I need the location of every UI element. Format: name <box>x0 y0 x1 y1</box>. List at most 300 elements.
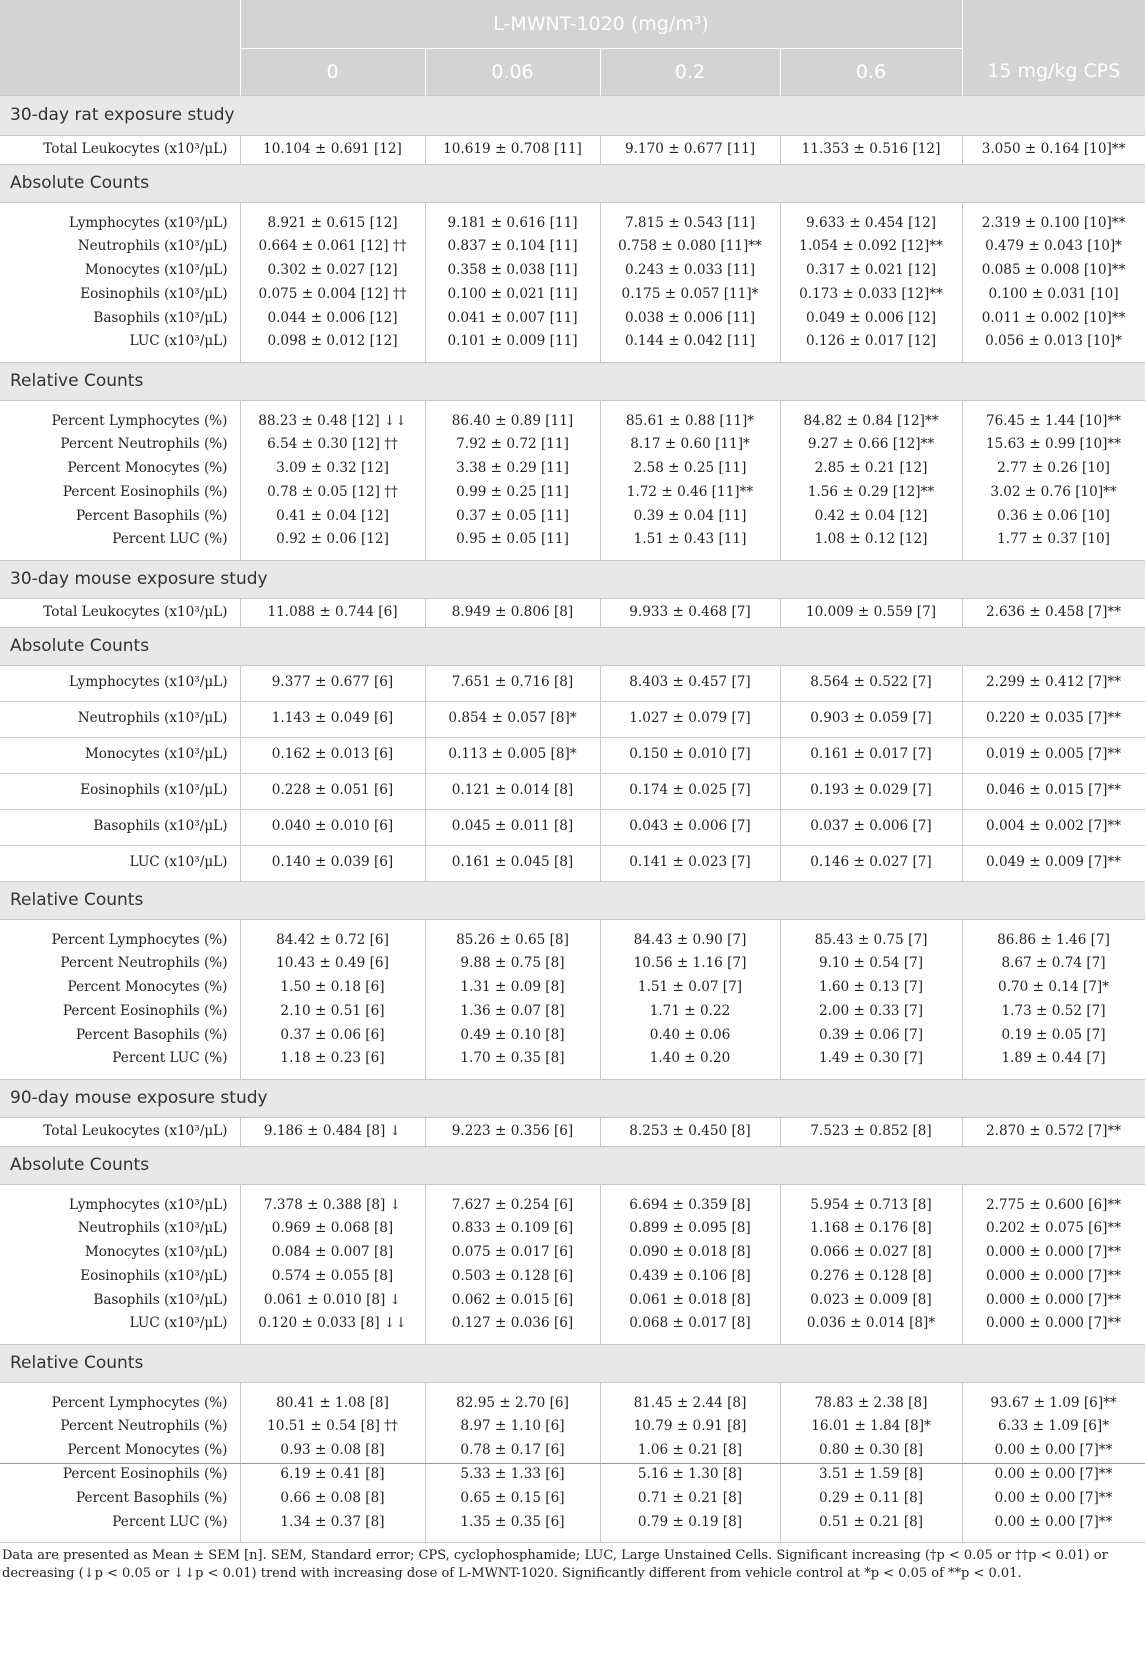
table-row <box>0 845 1145 881</box>
table-cell: 85.26 ± 0.65 [8] <box>425 919 600 952</box>
table-cell: 9.223 ± 0.356 [6] <box>425 1117 600 1146</box>
table-cell: 2.636 ± 0.458 [7]** <box>962 598 1145 627</box>
table-cell: 0.043 ± 0.006 [7] <box>600 809 780 845</box>
row-label: Percent Neutrophils (%) <box>60 955 228 972</box>
table-cell: 0.228 ± 0.051 [6] <box>240 773 425 809</box>
row-label: Lymphocytes (x10³/μL) <box>68 1196 228 1213</box>
table-row <box>0 1241 1145 1265</box>
table-cell: 0.049 ± 0.006 [12] <box>780 307 962 331</box>
table-cell: 0.068 ± 0.017 [8] <box>600 1313 780 1344</box>
table-cell: 1.60 ± 0.13 [7] <box>780 976 962 1000</box>
table-row <box>0 331 1145 362</box>
table-cell: 0.004 ± 0.002 [7]** <box>962 809 1145 845</box>
row-label: Total Leukocytes (x10³/μL) <box>0 1117 240 1146</box>
row-label: Percent Eosinophils (%) <box>62 1003 228 1020</box>
table-cell: 0.011 ± 0.002 [10]** <box>962 307 1145 331</box>
table-cell: 0.574 ± 0.055 [8] <box>240 1265 425 1289</box>
table-cell: 0.39 ± 0.06 [7] <box>780 1024 962 1048</box>
table-cell: 3.51 ± 1.59 [8] <box>780 1463 962 1487</box>
row-label: Total Leukocytes (x10³/μL) <box>0 598 240 627</box>
table-cell: 0.061 ± 0.010 [8] ↓ <box>240 1289 425 1313</box>
row-label: Percent Neutrophils (%) <box>60 436 228 453</box>
table-cell: 1.77 ± 0.37 [10] <box>962 529 1145 560</box>
table-cell: 2.870 ± 0.572 [7]** <box>962 1117 1145 1146</box>
section-header <box>0 1344 1145 1382</box>
table-cell: 2.85 ± 0.21 [12] <box>780 457 962 481</box>
table-cell: 80.41 ± 1.08 [8] <box>240 1382 425 1415</box>
table-cell: 0.317 ± 0.021 [12] <box>780 259 962 283</box>
section-title: Absolute Counts <box>0 164 1145 202</box>
table-cell: 0.202 ± 0.075 [6]** <box>962 1217 1145 1241</box>
table-cell: 8.921 ± 0.615 [12] <box>240 202 425 235</box>
table-cell: 10.009 ± 0.559 [7] <box>780 598 962 627</box>
table-cell: 0.084 ± 0.007 [8] <box>240 1241 425 1265</box>
table-cell: 10.619 ± 0.708 [11] <box>425 135 600 164</box>
table-row <box>0 1463 1145 1487</box>
table-cell: 0.085 ± 0.008 [10]** <box>962 259 1145 283</box>
section-title: 90-day mouse exposure study <box>0 1079 1145 1117</box>
table-cell: 1.06 ± 0.21 [8] <box>600 1439 780 1463</box>
table-cell: 0.144 ± 0.042 [11] <box>600 331 780 362</box>
table-cell: 0.37 ± 0.06 [6] <box>240 1024 425 1048</box>
table-cell: 10.104 ± 0.691 [12] <box>240 135 425 164</box>
table-cell: 11.088 ± 0.744 [6] <box>240 598 425 627</box>
table-cell: 0.040 ± 0.010 [6] <box>240 809 425 845</box>
table-cell: 0.80 ± 0.30 [8] <box>780 1439 962 1463</box>
section-header <box>0 1079 1145 1117</box>
table-cell: 0.00 ± 0.00 [7]** <box>962 1487 1145 1511</box>
section-header <box>0 560 1145 598</box>
row-label: Percent Lymphocytes (%) <box>51 931 228 948</box>
row-label: Percent LUC (%) <box>112 1513 228 1530</box>
table-cell: 1.054 ± 0.092 [12]** <box>780 235 962 259</box>
table-cell: 0.969 ± 0.068 [8] <box>240 1217 425 1241</box>
table-cell: 2.77 ± 0.26 [10] <box>962 457 1145 481</box>
table-cell: 1.40 ± 0.20 <box>600 1048 780 1079</box>
row-label: Eosinophils (x10³/μL) <box>0 773 240 809</box>
table-cell: 85.61 ± 0.88 [11]* <box>600 400 780 433</box>
table-cell: 78.83 ± 2.38 [8] <box>780 1382 962 1415</box>
table-row <box>0 1313 1145 1344</box>
section-title: 30-day mouse exposure study <box>0 560 1145 598</box>
table-cell: 0.100 ± 0.031 [10] <box>962 283 1145 307</box>
row-label: Basophils (x10³/μL) <box>0 809 240 845</box>
table-cell: 1.70 ± 0.35 [8] <box>425 1048 600 1079</box>
table-cell: 5.16 ± 1.30 [8] <box>600 1463 780 1487</box>
row-label: LUC (x10³/μL) <box>0 845 240 881</box>
table-cell: 0.036 ± 0.014 [8]* <box>780 1313 962 1344</box>
dose-header-0.2: 0.2 <box>600 48 780 95</box>
table-cell: 0.113 ± 0.005 [8]* <box>425 737 600 773</box>
table-cell: 0.41 ± 0.04 [12] <box>240 505 425 529</box>
table-cell: 0.062 ± 0.015 [6] <box>425 1289 600 1313</box>
row-label: Percent LUC (%) <box>112 1050 228 1067</box>
table-cell: 0.038 ± 0.006 [11] <box>600 307 780 331</box>
row-label: Lymphocytes (x10³/μL) <box>68 214 228 231</box>
table-cell: 1.71 ± 0.22 <box>600 1000 780 1024</box>
table-cell: 8.564 ± 0.522 [7] <box>780 665 962 701</box>
table-cell: 0.161 ± 0.017 [7] <box>780 737 962 773</box>
table-cell: 1.50 ± 0.18 [6] <box>240 976 425 1000</box>
table-cell: 9.186 ± 0.484 [8] ↓ <box>240 1117 425 1146</box>
table-cell: 84.82 ± 0.84 [12]** <box>780 400 962 433</box>
table-cell: 15.63 ± 0.99 [10]** <box>962 433 1145 457</box>
table-cell: 0.175 ± 0.057 [11]* <box>600 283 780 307</box>
table-cell: 0.000 ± 0.000 [7]** <box>962 1313 1145 1344</box>
table-cell: 3.09 ± 0.32 [12] <box>240 457 425 481</box>
table-cell: 0.00 ± 0.00 [7]** <box>962 1463 1145 1487</box>
row-label: Percent Basophils (%) <box>75 1490 228 1507</box>
table-cell: 1.36 ± 0.07 [8] <box>425 1000 600 1024</box>
table-cell: 10.43 ± 0.49 [6] <box>240 952 425 976</box>
cps-header: 15 mg/kg CPS <box>962 48 1145 95</box>
table-cell: 0.854 ± 0.057 [8]* <box>425 701 600 737</box>
table-cell: 0.041 ± 0.007 [11] <box>425 307 600 331</box>
table-cell: 0.99 ± 0.25 [11] <box>425 481 600 505</box>
table-cell: 1.34 ± 0.37 [8] <box>240 1511 425 1542</box>
table-cell: 0.479 ± 0.043 [10]* <box>962 235 1145 259</box>
table-cell: 0.51 ± 0.21 [8] <box>780 1511 962 1542</box>
table-cell: 0.40 ± 0.06 <box>600 1024 780 1048</box>
table-cell: 7.378 ± 0.388 [8] ↓ <box>240 1184 425 1217</box>
table-cell: 10.51 ± 0.54 [8] †† <box>240 1415 425 1439</box>
table-cell: 0.098 ± 0.012 [12] <box>240 331 425 362</box>
table-cell: 7.651 ± 0.716 [8] <box>425 665 600 701</box>
table-cell: 0.78 ± 0.17 [6] <box>425 1439 600 1463</box>
row-label: Monocytes (x10³/μL) <box>0 737 240 773</box>
section-header <box>0 881 1145 919</box>
table-cell: 16.01 ± 1.84 [8]* <box>780 1415 962 1439</box>
row-label: Percent Basophils (%) <box>75 1027 228 1044</box>
table-row <box>0 529 1145 560</box>
table-cell: 82.95 ± 2.70 [6] <box>425 1382 600 1415</box>
table-cell: 0.045 ± 0.011 [8] <box>425 809 600 845</box>
table-cell: 5.954 ± 0.713 [8] <box>780 1184 962 1217</box>
table-row <box>0 481 1145 505</box>
table-cell: 8.17 ± 0.60 [11]* <box>600 433 780 457</box>
table-cell: 84.43 ± 0.90 [7] <box>600 919 780 952</box>
table-cell: 9.10 ± 0.54 [7] <box>780 952 962 976</box>
table-cell: 0.075 ± 0.004 [12] †† <box>240 283 425 307</box>
table-cell: 1.08 ± 0.12 [12] <box>780 529 962 560</box>
table-cell: 0.161 ± 0.045 [8] <box>425 845 600 881</box>
row-label: Neutrophils (x10³/μL) <box>77 1220 228 1237</box>
row-label: Basophils (x10³/μL) <box>93 310 228 327</box>
table-row <box>0 919 1145 952</box>
table-cell: 0.19 ± 0.05 [7] <box>962 1024 1145 1048</box>
table-footnote: Data are presented as Mean ± SEM [n]. SEM, Standard error; CPS, cyclophosphamide; LUC, Large Unstained Cells. Significant increasing (†p < 0.05 or ††p < 0.01) or decreasing (↓p < 0.05 or ↓↓p < 0.01) trend with increasing dose of L-MWNT-1020. Significantly different from vehicle control at *p < 0.05 of **p < 0.01. <box>0 1542 1145 1583</box>
table-cell: 0.100 ± 0.021 [11] <box>425 283 600 307</box>
row-label: Percent LUC (%) <box>112 531 228 548</box>
table-cell: 0.65 ± 0.15 [6] <box>425 1487 600 1511</box>
table-cell: 0.193 ± 0.029 [7] <box>780 773 962 809</box>
table-row <box>0 433 1145 457</box>
table-cell: 6.33 ± 1.09 [6]* <box>962 1415 1145 1439</box>
table-row <box>0 665 1145 701</box>
table-cell: 0.00 ± 0.00 [7]** <box>962 1511 1145 1542</box>
table-cell: 0.29 ± 0.11 [8] <box>780 1487 962 1511</box>
table-cell: 0.019 ± 0.005 [7]** <box>962 737 1145 773</box>
table-cell: 0.141 ± 0.023 [7] <box>600 845 780 881</box>
table-row <box>0 1000 1145 1024</box>
table-cell: 0.66 ± 0.08 [8] <box>240 1487 425 1511</box>
table-cell: 0.92 ± 0.06 [12] <box>240 529 425 560</box>
table-cell: 10.79 ± 0.91 [8] <box>600 1415 780 1439</box>
table-row <box>0 701 1145 737</box>
table-cell: 1.51 ± 0.07 [7] <box>600 976 780 1000</box>
table-row <box>0 952 1145 976</box>
table-row <box>0 1289 1145 1313</box>
table-row <box>0 235 1145 259</box>
table-cell: 0.36 ± 0.06 [10] <box>962 505 1145 529</box>
table-body <box>0 95 1145 1542</box>
table-cell: 0.93 ± 0.08 [8] <box>240 1439 425 1463</box>
table-cell: 0.146 ± 0.027 [7] <box>780 845 962 881</box>
table-cell: 86.86 ± 1.46 [7] <box>962 919 1145 952</box>
table-cell: 0.71 ± 0.21 [8] <box>600 1487 780 1511</box>
table-row <box>0 1117 1145 1146</box>
table-cell: 0.837 ± 0.104 [11] <box>425 235 600 259</box>
table-cell: 2.319 ± 0.100 [10]** <box>962 202 1145 235</box>
table-cell: 0.049 ± 0.009 [7]** <box>962 845 1145 881</box>
table-cell: 6.19 ± 0.41 [8] <box>240 1463 425 1487</box>
table-cell: 2.58 ± 0.25 [11] <box>600 457 780 481</box>
table-cell: 11.353 ± 0.516 [12] <box>780 135 962 164</box>
table-cell: 0.220 ± 0.035 [7]** <box>962 701 1145 737</box>
row-label: Percent Neutrophils (%) <box>60 1418 228 1435</box>
table-cell: 1.143 ± 0.049 [6] <box>240 701 425 737</box>
table-cell: 9.633 ± 0.454 [12] <box>780 202 962 235</box>
table-cell: 0.00 ± 0.00 [7]** <box>962 1439 1145 1463</box>
row-label: Basophils (x10³/μL) <box>93 1292 228 1309</box>
table-cell: 7.92 ± 0.72 [11] <box>425 433 600 457</box>
table-cell: 0.439 ± 0.106 [8] <box>600 1265 780 1289</box>
table-cell: 8.949 ± 0.806 [8] <box>425 598 600 627</box>
table-cell: 0.037 ± 0.006 [7] <box>780 809 962 845</box>
table-cell: 0.276 ± 0.128 [8] <box>780 1265 962 1289</box>
table-cell: 8.97 ± 1.10 [6] <box>425 1415 600 1439</box>
table-cell: 0.42 ± 0.04 [12] <box>780 505 962 529</box>
table-cell: 10.56 ± 1.16 [7] <box>600 952 780 976</box>
section-title: Relative Counts <box>0 1344 1145 1382</box>
table-cell: 0.127 ± 0.036 [6] <box>425 1313 600 1344</box>
row-label: Total Leukocytes (x10³/μL) <box>0 135 240 164</box>
table-cell: 85.43 ± 0.75 [7] <box>780 919 962 952</box>
section-header <box>0 95 1145 135</box>
table-cell: 1.18 ± 0.23 [6] <box>240 1048 425 1079</box>
table-cell: 0.758 ± 0.080 [11]** <box>600 235 780 259</box>
header-corner-2 <box>0 48 240 95</box>
table-cell: 2.00 ± 0.33 [7] <box>780 1000 962 1024</box>
table-cell: 0.39 ± 0.04 [11] <box>600 505 780 529</box>
row-label: Percent Monocytes (%) <box>67 460 228 477</box>
table-cell: 3.38 ± 0.29 [11] <box>425 457 600 481</box>
table-cell: 0.000 ± 0.000 [7]** <box>962 1289 1145 1313</box>
row-label: Monocytes (x10³/μL) <box>84 262 228 279</box>
table-cell: 8.253 ± 0.450 [8] <box>600 1117 780 1146</box>
dose-group-header: L-MWNT-1020 (mg/m³) <box>240 0 962 48</box>
table-row <box>0 307 1145 331</box>
table-cell: 7.627 ± 0.254 [6] <box>425 1184 600 1217</box>
row-label: LUC (x10³/μL) <box>129 333 228 350</box>
table-cell: 0.358 ± 0.038 [11] <box>425 259 600 283</box>
table-cell: 0.162 ± 0.013 [6] <box>240 737 425 773</box>
table-row <box>0 1265 1145 1289</box>
table-cell: 0.664 ± 0.061 [12] †† <box>240 235 425 259</box>
row-label: Percent Lymphocytes (%) <box>51 1394 228 1411</box>
table-row <box>0 1439 1145 1463</box>
section-header <box>0 362 1145 400</box>
section-header <box>0 164 1145 202</box>
table-cell: 88.23 ± 0.48 [12] ↓↓ <box>240 400 425 433</box>
row-label: Percent Monocytes (%) <box>0 1439 240 1463</box>
table-cell: 0.090 ± 0.018 [8] <box>600 1241 780 1265</box>
table-cell: 1.56 ± 0.29 [12]** <box>780 481 962 505</box>
table-cell: 0.173 ± 0.033 [12]** <box>780 283 962 307</box>
dose-header-0.06: 0.06 <box>425 48 600 95</box>
table-row <box>0 737 1145 773</box>
table-cell: 3.050 ± 0.164 [10]** <box>962 135 1145 164</box>
table-cell: 0.140 ± 0.039 [6] <box>240 845 425 881</box>
table-cell: 0.044 ± 0.006 [12] <box>240 307 425 331</box>
table-cell: 0.174 ± 0.025 [7] <box>600 773 780 809</box>
table-cell: 7.523 ± 0.852 [8] <box>780 1117 962 1146</box>
row-label: Percent Lymphocytes (%) <box>51 412 228 429</box>
section-title: Relative Counts <box>0 362 1145 400</box>
table-cell: 1.73 ± 0.52 [7] <box>962 1000 1145 1024</box>
table-cell: 0.37 ± 0.05 [11] <box>425 505 600 529</box>
section-title: Absolute Counts <box>0 627 1145 665</box>
table-cell: 1.35 ± 0.35 [6] <box>425 1511 600 1542</box>
table-cell: 0.000 ± 0.000 [7]** <box>962 1241 1145 1265</box>
table-cell: 0.150 ± 0.010 [7] <box>600 737 780 773</box>
table-cell: 0.302 ± 0.027 [12] <box>240 259 425 283</box>
table-cell: 0.066 ± 0.027 [8] <box>780 1241 962 1265</box>
table-row <box>0 1487 1145 1511</box>
table-row <box>0 598 1145 627</box>
table-cell: 0.70 ± 0.14 [7]* <box>962 976 1145 1000</box>
section-title: Relative Counts <box>0 881 1145 919</box>
section-title: Absolute Counts <box>0 1146 1145 1184</box>
table-cell: 0.075 ± 0.017 [6] <box>425 1241 600 1265</box>
table-row <box>0 505 1145 529</box>
table-row <box>0 1511 1145 1542</box>
row-label: LUC (x10³/μL) <box>129 1315 228 1332</box>
table-cell: 81.45 ± 2.44 [8] <box>600 1382 780 1415</box>
table-cell: 7.815 ± 0.543 [11] <box>600 202 780 235</box>
table-cell: 84.42 ± 0.72 [6] <box>240 919 425 952</box>
table-cell: 8.403 ± 0.457 [7] <box>600 665 780 701</box>
table-cell: 86.40 ± 0.89 [11] <box>425 400 600 433</box>
table-cell: 3.02 ± 0.76 [10]** <box>962 481 1145 505</box>
table-row <box>0 773 1145 809</box>
table-cell: 76.45 ± 1.44 [10]** <box>962 400 1145 433</box>
row-label: Monocytes (x10³/μL) <box>84 1244 228 1261</box>
table-row <box>0 976 1145 1000</box>
table-row <box>0 1024 1145 1048</box>
row-label: Eosinophils (x10³/μL) <box>80 1268 228 1285</box>
table-row <box>0 1382 1145 1415</box>
table-cell: 0.056 ± 0.013 [10]* <box>962 331 1145 362</box>
table-cell: 0.49 ± 0.10 [8] <box>425 1024 600 1048</box>
table-cell: 0.121 ± 0.014 [8] <box>425 773 600 809</box>
table-cell: 1.31 ± 0.09 [8] <box>425 976 600 1000</box>
table-cell: 2.299 ± 0.412 [7]** <box>962 665 1145 701</box>
table-cell: 9.27 ± 0.66 [12]** <box>780 433 962 457</box>
table-cell: 0.120 ± 0.033 [8] ↓↓ <box>240 1313 425 1344</box>
cps-header-top <box>962 0 1145 48</box>
table-cell: 0.000 ± 0.000 [7]** <box>962 1265 1145 1289</box>
table-cell: 0.243 ± 0.033 [11] <box>600 259 780 283</box>
table-row <box>0 809 1145 845</box>
table-cell: 9.88 ± 0.75 [8] <box>425 952 600 976</box>
row-label: Percent Eosinophils (%) <box>62 1466 228 1483</box>
table-cell: 8.67 ± 0.74 [7] <box>962 952 1145 976</box>
section-title: 30-day rat exposure study <box>0 95 1145 135</box>
table-cell: 0.046 ± 0.015 [7]** <box>962 773 1145 809</box>
table-cell: 9.933 ± 0.468 [7] <box>600 598 780 627</box>
table-row <box>0 1184 1145 1217</box>
table-cell: 93.67 ± 1.09 [6]** <box>962 1382 1145 1415</box>
table-cell: 6.694 ± 0.359 [8] <box>600 1184 780 1217</box>
section-header <box>0 627 1145 665</box>
table-row <box>0 400 1145 433</box>
header-corner <box>0 0 240 48</box>
table-cell: 0.101 ± 0.009 [11] <box>425 331 600 362</box>
table-cell: 0.023 ± 0.009 [8] <box>780 1289 962 1313</box>
section-header <box>0 1146 1145 1184</box>
row-label: Percent Monocytes (%) <box>67 979 228 996</box>
dose-header-0: 0 <box>240 48 425 95</box>
table-cell: 9.181 ± 0.616 [11] <box>425 202 600 235</box>
table-cell: 2.10 ± 0.51 [6] <box>240 1000 425 1024</box>
table-row <box>0 283 1145 307</box>
table-cell: 1.89 ± 0.44 [7] <box>962 1048 1145 1079</box>
table-row <box>0 202 1145 235</box>
table-cell: 1.168 ± 0.176 [8] <box>780 1217 962 1241</box>
table-row <box>0 135 1145 164</box>
row-label: Percent Eosinophils (%) <box>62 484 228 501</box>
table-cell: 0.78 ± 0.05 [12] †† <box>240 481 425 505</box>
row-label: Neutrophils (x10³/μL) <box>0 701 240 737</box>
table-cell: 9.170 ± 0.677 [11] <box>600 135 780 164</box>
table-cell: 6.54 ± 0.30 [12] †† <box>240 433 425 457</box>
table-row <box>0 457 1145 481</box>
row-label: Percent Basophils (%) <box>75 508 228 525</box>
table-cell: 1.027 ± 0.079 [7] <box>600 701 780 737</box>
table-row <box>0 1415 1145 1439</box>
table-cell: 0.061 ± 0.018 [8] <box>600 1289 780 1313</box>
table-cell: 1.51 ± 0.43 [11] <box>600 529 780 560</box>
table-cell: 1.49 ± 0.30 [7] <box>780 1048 962 1079</box>
table-row <box>0 1048 1145 1079</box>
row-label: Eosinophils (x10³/μL) <box>80 286 228 303</box>
table-cell: 0.79 ± 0.19 [8] <box>600 1511 780 1542</box>
table-cell: 0.126 ± 0.017 [12] <box>780 331 962 362</box>
table-row <box>0 259 1145 283</box>
table-cell: 0.95 ± 0.05 [11] <box>425 529 600 560</box>
table-cell: 0.503 ± 0.128 [6] <box>425 1265 600 1289</box>
table-cell: 0.833 ± 0.109 [6] <box>425 1217 600 1241</box>
dose-header-0.6: 0.6 <box>780 48 962 95</box>
table-row <box>0 1217 1145 1241</box>
table-cell: 5.33 ± 1.33 [6] <box>425 1463 600 1487</box>
table-cell: 9.377 ± 0.677 [6] <box>240 665 425 701</box>
table-cell: 0.899 ± 0.095 [8] <box>600 1217 780 1241</box>
row-label: Lymphocytes (x10³/μL) <box>0 665 240 701</box>
table-cell: 2.775 ± 0.600 [6]** <box>962 1184 1145 1217</box>
table-cell: 1.72 ± 0.46 [11]** <box>600 481 780 505</box>
